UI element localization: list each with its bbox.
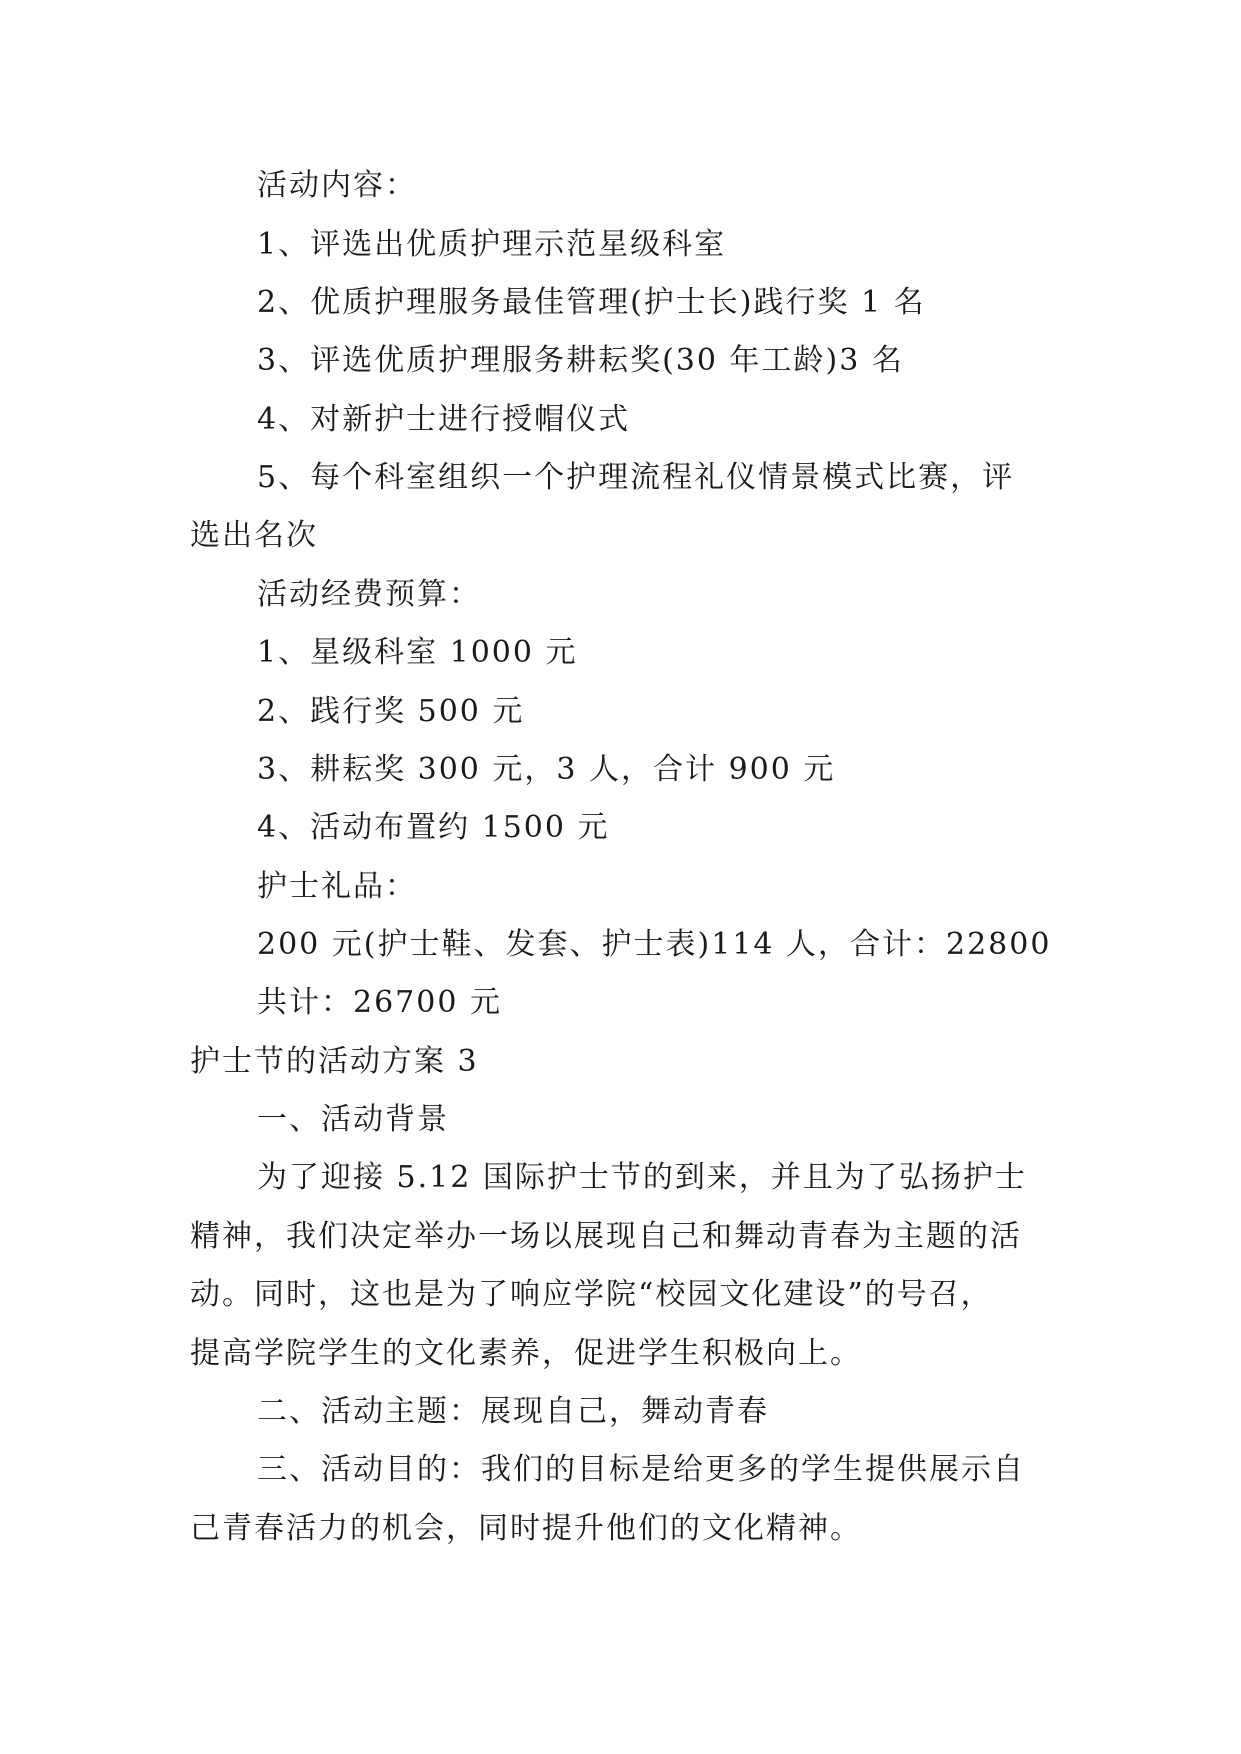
list-item: 3、评选优质护理服务耕耘奖(30 年工龄)3 名: [257, 343, 904, 378]
list-item: 5、每个科室组织一个护理流程礼仪情景模式比赛，评: [257, 460, 1015, 495]
section-heading-background: 一、活动背景: [257, 1102, 449, 1137]
paragraph-line: 己青春活力的机会，同时提升他们的文化精神。: [190, 1511, 862, 1546]
list-item: 1、评选出优质护理示范星级科室: [257, 227, 727, 262]
list-item-continuation: 选出名次: [190, 518, 318, 553]
list-item: 3、耕耘奖 300 元，3 人，合计 900 元: [257, 752, 836, 787]
section-heading-budget: 活动经费预算：: [257, 577, 481, 612]
list-item: 2、践行奖 500 元: [257, 694, 525, 729]
paragraph-line: 为了迎接 5.12 国际护士节的到来，并且为了弘扬护士: [257, 1160, 1027, 1195]
list-item: 4、活动布置约 1500 元: [257, 810, 610, 845]
document-title: 护士节的活动方案 3: [190, 1044, 479, 1079]
list-item: 1、星级科室 1000 元: [257, 635, 578, 670]
section-heading-purpose: 三、活动目的：我们的目标是给更多的学生提供展示自: [257, 1452, 1025, 1487]
paragraph-line: 提高学院学生的文化素养，促进学生积极向上。: [190, 1336, 862, 1371]
total-line: 共计：26700 元: [257, 985, 502, 1020]
section-heading-theme: 二、活动主题：展现自己，舞动青春: [257, 1394, 769, 1429]
paragraph-line: 200 元(护士鞋、发套、护士表)114 人，合计：22800: [257, 927, 1052, 962]
section-heading-gifts: 护士礼品：: [257, 869, 417, 904]
paragraph-line: 精神，我们决定举办一场以展现自己和舞动青春为主题的活: [190, 1219, 1022, 1254]
list-item: 2、优质护理服务最佳管理(护士长)践行奖 1 名: [257, 285, 926, 320]
paragraph-line: 动。同时，这也是为了响应学院“校园文化建设”的号召，: [190, 1277, 993, 1312]
section-heading-activity-content: 活动内容：: [257, 168, 417, 203]
list-item: 4、对新护士进行授帽仪式: [257, 402, 631, 437]
